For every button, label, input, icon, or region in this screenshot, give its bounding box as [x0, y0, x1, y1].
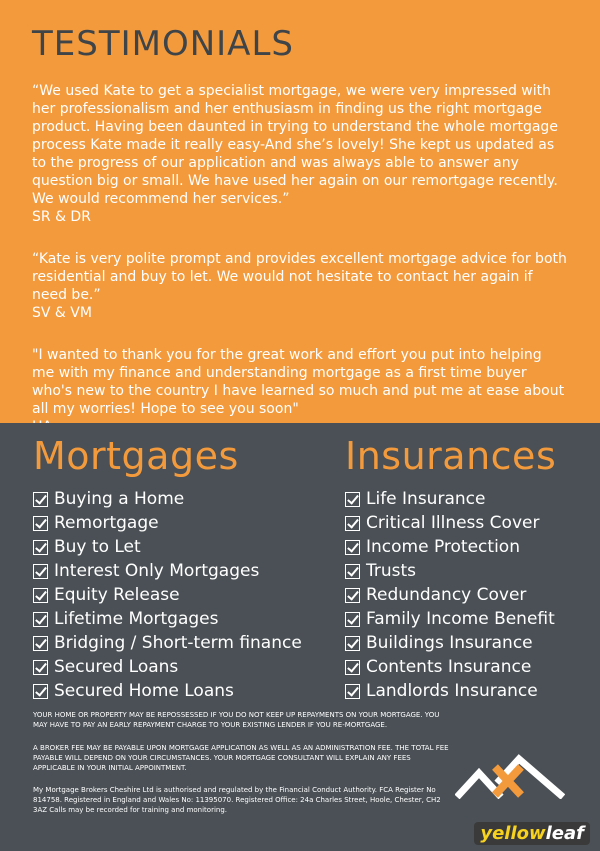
list-item [345, 535, 556, 559]
list-item-label: Redundancy Cover [366, 585, 527, 605]
checkbox-icon [33, 516, 48, 531]
page-title: TESTIMONIALS [32, 24, 294, 64]
list-item [33, 487, 302, 511]
checkbox-icon [345, 660, 360, 675]
regulation-disclaimer: My Mortgage Brokers Cheshire Ltd is authorised and regulated by the Financial Conduct Authority. FCA Register No 814758. Registered in England and Wales No: 11395070. Registered Office: 24a Charles Street, Hoole, Chester, CH2 3AZ Calls may be recorded for training and monitoring. [33, 786, 441, 814]
list-item-label: Remortgage [54, 513, 159, 533]
list-item-label: Landlords Insurance [366, 681, 538, 701]
list-item-label: Critical Illness Cover [366, 513, 540, 533]
testimonial-author: SR & DR [32, 209, 91, 225]
list-item [345, 631, 556, 655]
list-item-label: Trusts [366, 561, 417, 581]
fee-disclaimer: A BROKER FEE MAY BE PAYABLE UPON MORTGAGE APPLICATION AS WELL AS AN ADMINISTRATION FEE. THE TOTAL FEE PAYABLE WILL DEPEND ON YOUR CIRCUMSTANCES. YOUR MORTGAGE CONSULTANT WILL EXPLAIN ANY FEES APPLICABLE IN YOUR INITIAL APPOINTMENT. [33, 744, 449, 772]
mortgages-column [33, 433, 302, 703]
checkbox-icon [33, 564, 48, 579]
repossession-disclaimer: YOUR HOME OR PROPERTY MAY BE REPOSSESSED IF YOU DO NOT KEEP UP REPAYMENTS ON YOUR MORTGAGE. YOU MAY HAVE TO PAY AN EARLY REPAYMENT CHARGE TO YOUR EXISTING LENDER IF YOU RE-MORTGAGE. [33, 711, 440, 729]
list-item [345, 511, 556, 535]
list-item [345, 679, 556, 703]
list-item [345, 559, 556, 583]
checkbox-icon [345, 636, 360, 651]
list-item [345, 583, 556, 607]
checkbox-icon [33, 660, 48, 675]
testimonial-2 [32, 250, 568, 322]
list-item-label: Interest Only Mortgages [54, 561, 260, 581]
company-logo-icon [455, 753, 565, 799]
list-item-label: Secured Loans [54, 657, 179, 677]
checkbox-icon [33, 636, 48, 651]
list-item [33, 655, 302, 679]
checkbox-icon [33, 492, 48, 507]
checkbox-icon [345, 564, 360, 579]
testimonial-1 [32, 82, 568, 226]
list-item [345, 607, 556, 631]
list-item-label: Buy to Let [54, 537, 141, 557]
checkbox-icon [33, 684, 48, 699]
list-item [33, 679, 302, 703]
list-item [33, 631, 302, 655]
checkbox-icon [345, 588, 360, 603]
yellowleaf-watermark [474, 822, 590, 845]
testimonial-author: SV & VM [32, 305, 92, 321]
checkbox-icon [33, 612, 48, 627]
list-item-label: Family Income Benefit [366, 609, 555, 629]
checkbox-icon [345, 612, 360, 627]
list-item [345, 487, 556, 511]
list-item [33, 607, 302, 631]
checkbox-icon [33, 588, 48, 603]
list-item-label: Buying a Home [54, 489, 185, 509]
list-item-label: Contents Insurance [366, 657, 532, 677]
list-item-label: Income Protection [366, 537, 520, 557]
list-item-label: Life Insurance [366, 489, 486, 509]
mortgages-list [33, 487, 302, 703]
services-section [0, 423, 600, 851]
mortgages-heading: Mortgages [33, 434, 239, 478]
checkbox-icon [33, 540, 48, 555]
list-item [33, 583, 302, 607]
testimonial-text: “Kate is very polite prompt and provides excellent mortgage advice for both residential and buy to let. We would not hesitate to contact her again if need be.” [32, 251, 567, 303]
checkbox-icon [345, 684, 360, 699]
watermark-part: leaf [545, 823, 584, 844]
checkbox-icon [345, 492, 360, 507]
list-item-label: Buildings Insurance [366, 633, 533, 653]
testimonial-text: “We used Kate to get a specialist mortgage, we were very impressed with her professionalism and her enthusiasm in finding us the right mortgage product. Having been daunted in trying to understand the whole mortgage process Kate made it really easy-And she’s lovely! She kept us updated as to the progress of our application and was always able to answer any question big or small. We have used her again on our remortgage recently. We would recommend her services.” [32, 83, 558, 207]
list-item-label: Lifetime Mortgages [54, 609, 219, 629]
list-item [33, 559, 302, 583]
checkbox-icon [345, 540, 360, 555]
list-item [33, 535, 302, 559]
insurances-column [345, 433, 556, 703]
list-item-label: Equity Release [54, 585, 180, 605]
watermark-part: yellow [480, 823, 546, 844]
checkbox-icon [345, 516, 360, 531]
testimonial-text: "I wanted to thank you for the great work and effort you put into helping me with my finance and understanding mortgage as a first time buyer who's new to the country I have learned so much and put me at ease about all my worries! Hope to see you soon" [32, 347, 565, 417]
list-item [345, 655, 556, 679]
list-item-label: Bridging / Short-term finance [54, 633, 302, 653]
list-item-label: Secured Home Loans [54, 681, 234, 701]
testimonials-section [0, 0, 600, 423]
list-item [33, 511, 302, 535]
insurances-list [345, 487, 556, 703]
insurances-heading: Insurances [345, 434, 557, 478]
